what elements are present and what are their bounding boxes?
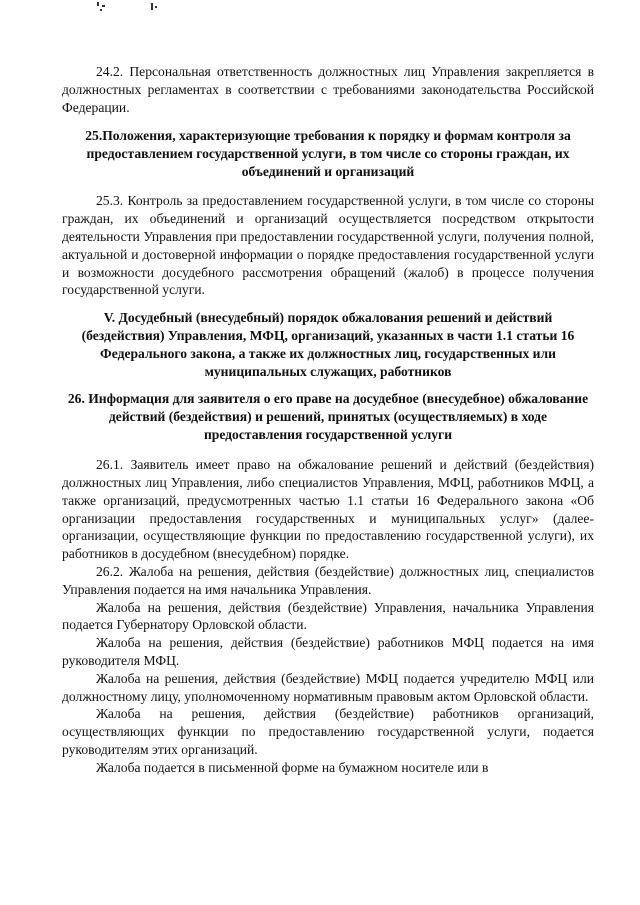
- paragraph-written-form: Жалоба подается в письменной форме на бумажном носителе или в: [96, 759, 489, 775]
- scan-artifact: [95, 0, 175, 14]
- document-body: [62, 63, 594, 777]
- paragraph-24-2: 24.2. Персональная ответственность должностных лиц Управления закрепляется в должностных регламентах в соответствии с требованиями законодательства Российской Федерации.: [62, 64, 594, 115]
- heading-section-26: 26. Информация для заявителя о его праве на досудебное (внесудебное) обжалование действий (бездействия) и решений, принятых (осуществляемых) в ходе предоставления государственной услуги: [67, 391, 589, 443]
- paragraph-25-3: 25.3. Контроль за предоставлением государственной услуги, в том числе со стороны граждан, их объединений и организаций осуществляется посредством открытости деятельности Управления при предоставлении государственной услуги, получения полной, актуальной и достоверной информации о порядке предоставления государственной услуги и возможности досудебного рассмотрения обращений (жалоб) в процессе получения государственной услуги.: [62, 193, 594, 298]
- paragraph-26-1: 26.1. Заявитель имеет право на обжалование решений и действий (бездействия) должностных лиц Управления, либо специалистов Управления, МФЦ, работников МФЦ, а также организаций, предусмотренных частью 1.1 статьи 16 Федерального закона «Об организации предоставления государственных и муниципальных услуг» (далее-организации, осуществляющие функции по предоставлению государственной услуги), их работников в досудебном (внесудебном) порядке.: [62, 457, 594, 562]
- heading-section-25: 25.Положения, характеризующие требования к порядку и формам контроля за предоставлением государственной услуги, в том числе со стороны граждан, их объединений и организаций: [85, 128, 571, 180]
- paragraph-complaint-orgs: Жалоба на решения, действия (бездействие) работников организаций, осуществляющих функции по предоставлению государственной услуги, подается руководителям этих организаций.: [62, 706, 594, 757]
- paragraph-26-2: 26.2. Жалоба на решения, действия (бездействие) должностных лиц, специалистов Управления подается на имя начальника Управления.: [62, 563, 594, 597]
- heading-section-v: V. Досудебный (внесудебный) порядок обжалования решений и действий (бездействия) Управления, МФЦ, организаций, указанных в части 1.1 статьи 16 Федерального закона, а также их должностных лиц, государственных или муниципальных служащих, работников: [81, 310, 575, 380]
- paragraph-complaint-mfc-staff: Жалоба на решения, действия (бездействие) работников МФЦ подается на имя руководителя МФЦ.: [62, 635, 594, 668]
- paragraph-complaint-head: Жалоба на решения, действия (бездействие) Управления, начальника Управления подается Губернатору Орловской области.: [62, 599, 594, 633]
- paragraph-complaint-mfc: Жалоба на решения, действия (бездействие) МФЦ подается учредителю МФЦ или должностному лицу, уполномоченному нормативным правовым актом Орловской области.: [62, 670, 594, 704]
